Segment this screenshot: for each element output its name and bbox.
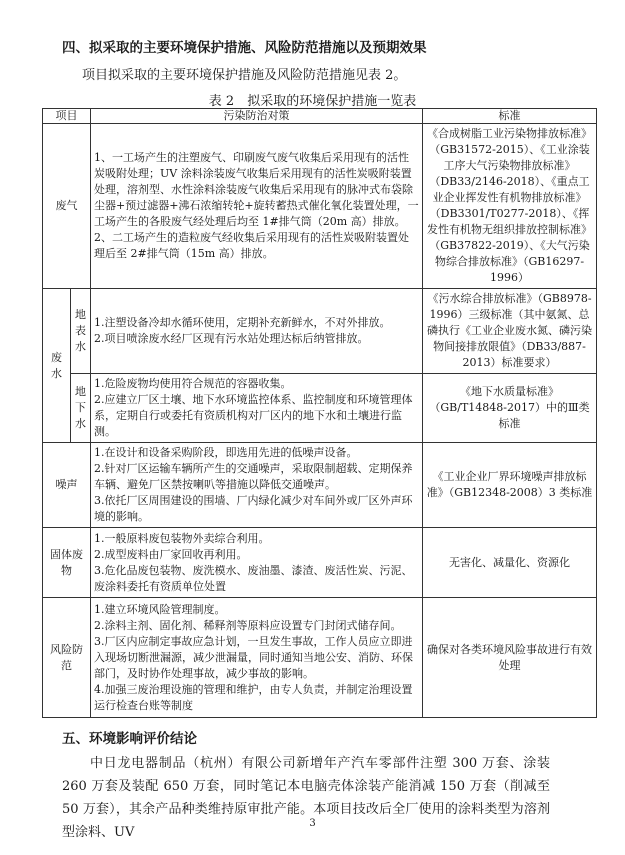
measure-item: 2.成型废料由厂家回收再利用。 bbox=[94, 547, 248, 561]
measure-item: 1.危险废物均使用符合规范的容器收集。 bbox=[94, 377, 292, 390]
subcategory-surface-water: 地表水 bbox=[71, 289, 91, 374]
measure-item: 2.针对厂区运输车辆所产生的交通噪声，采取限制超载、定期保养车辆、避免厂区禁按喇叭等措施以降低交通噪声。 bbox=[94, 462, 413, 491]
table-row-groundwater bbox=[43, 374, 597, 443]
measure-item: 2.应建立厂区土壤、地下水环境监控体系、监控制度和环境管理体系，定期自行或委托有资质机构对厂区内的地下水和土壤进行监测。 bbox=[94, 393, 413, 438]
measure-item: 1.建立环境风险管理制度。 bbox=[94, 602, 226, 616]
measure-item: 1.注塑设备冷却水循环使用，定期补充新鲜水，不对外排放。 bbox=[94, 316, 391, 329]
header-project: 项目 bbox=[43, 109, 91, 124]
category-water: 废水 bbox=[43, 289, 71, 443]
standard-solid-waste: 无害化、减量化、资源化 bbox=[423, 528, 597, 598]
measure-item: 1.在设计和设备采购阶段，即选用先进的低噪声设备。 bbox=[94, 446, 358, 459]
environmental-measures-table bbox=[42, 108, 597, 718]
standard-noise: 《工业企业厂界环境噪声排放标准》（GB12348-2008）3 类标准 bbox=[423, 443, 597, 528]
category-solid-waste: 固体废物 bbox=[43, 528, 91, 598]
measures-surface-water bbox=[91, 289, 423, 374]
subcategory-groundwater: 地下水 bbox=[71, 374, 91, 443]
measure-item: 1.一般原料废包装物外卖综合利用。 bbox=[94, 531, 270, 545]
section-heading-4: 四、拟采取的主要环境保护措施、风险防范措施以及预期效果 bbox=[62, 40, 427, 56]
measures-groundwater bbox=[91, 374, 423, 443]
standard-groundwater: 《地下水质量标准》（GB/T14848-2017）中的Ⅲ类标准 bbox=[423, 374, 597, 443]
measures-noise bbox=[91, 443, 423, 528]
table-row-solid-waste bbox=[43, 528, 597, 598]
measure-item: 2、二工场产生的造粒废气经收集后采用现有的活性炭吸附装置处理后至 2#排气筒（15m 高）排放。 bbox=[94, 231, 409, 260]
standard-surface-water: 《污水综合排放标准》（GB8978-1996）三级标准（其中氨氮、总磷执行《工业企业废水氮、磷污染物间接排放限值》（DB33/887-2013）标准要求） bbox=[423, 289, 597, 374]
header-standard: 标准 bbox=[423, 109, 597, 124]
standard-exhaust: 《合成树脂工业污染物排放标准》（GB31572-2015）、《工业涂装工序大气污染物排放标准》（DB33/2146-2018）、《重点工业企业挥发性有机物排放标准》（DB3301/T0277-2018）、《挥发性有机物无组织排放控制标准》（GB37822-2019）、《大气污染物综合排放标准》（GB16297-1996） bbox=[423, 124, 597, 289]
intro-paragraph: 项目拟采取的主要环境保护措施及风险防范措施见表 2。 bbox=[82, 68, 407, 83]
conclusion-paragraph: 中日龙电器制品（杭州）有限公司新增年产汽车零部件注塑 300 万套、涂装 260 万套及装配 650 万套，同时笔记本电脑壳体涂装产能消减 150 万套（削减至 50 万套），其余产品种类维持原审批产能。本项目技改后全厂使用的涂料类型为溶剂型涂料、UV bbox=[62, 756, 550, 840]
category-risk: 风险防范 bbox=[43, 598, 91, 718]
table-caption: 表 2 拟采取的环境保护措施一览表 bbox=[208, 94, 417, 109]
table-row-exhaust bbox=[43, 124, 597, 289]
header-measures: 污染防治对策 bbox=[91, 109, 423, 124]
table-row-noise bbox=[43, 443, 597, 528]
measure-item: 2.涂料主剂、固化剂、稀释剂等原料应设置专门封闭式储存间。 bbox=[94, 618, 402, 632]
measure-item: 3.厂区内应制定事故应急计划，一旦发生事故，工作人员应立即进入现场切断泄漏源，减少泄漏量，同时通知当地公安、消防、环保部门，及时协作处理事故，减少事故的影响。 bbox=[94, 634, 413, 680]
section-heading-5: 五、环境影响评价结论 bbox=[62, 731, 197, 747]
measures-risk bbox=[91, 598, 423, 718]
category-noise: 噪声 bbox=[43, 443, 91, 528]
table-row-surface-water bbox=[43, 289, 597, 374]
standard-risk: 确保对各类环境风险事故进行有效处理 bbox=[423, 598, 597, 718]
measure-item: 3.依托厂区周围建设的围墙、厂内绿化减少对车间外或厂区外声环境的影响。 bbox=[94, 494, 413, 523]
measure-item: 2.项目喷涂废水经厂区现有污水站处理达标后纳管排放。 bbox=[94, 332, 369, 345]
table-row-risk bbox=[43, 598, 597, 718]
measure-item: 3.危化品废包装物、废洗模水、废油墨、漆渣、废活性炭、污泥、废涂料委托有资质单位处置 bbox=[94, 563, 413, 593]
measure-item: 4.加强三废治理设施的管理和维护，由专人负责，并制定治理设置运行检查台账等制度 bbox=[94, 682, 413, 712]
measure-item: 1、一工场产生的注塑废气、印刷废气废气收集后采用现有的活性炭吸附处理；UV 涂料涂装废气收集后采用现有的活性炭吸附装置处理，溶剂型、水性涂料涂装废气收集后采用现有的脉冲式布袋除尘器+预过滤器+沸石浓缩转轮+旋转蓄热式催化氧化装置处理，一工场产生的各股废气经处理后均至 1#排气筒（20m 高）排放。 bbox=[94, 151, 419, 228]
category-exhaust: 废气 bbox=[43, 124, 91, 289]
table-header-row bbox=[43, 109, 597, 124]
measures-exhaust bbox=[91, 124, 423, 289]
measures-solid-waste bbox=[91, 528, 423, 598]
page-number: 3 bbox=[309, 818, 316, 829]
